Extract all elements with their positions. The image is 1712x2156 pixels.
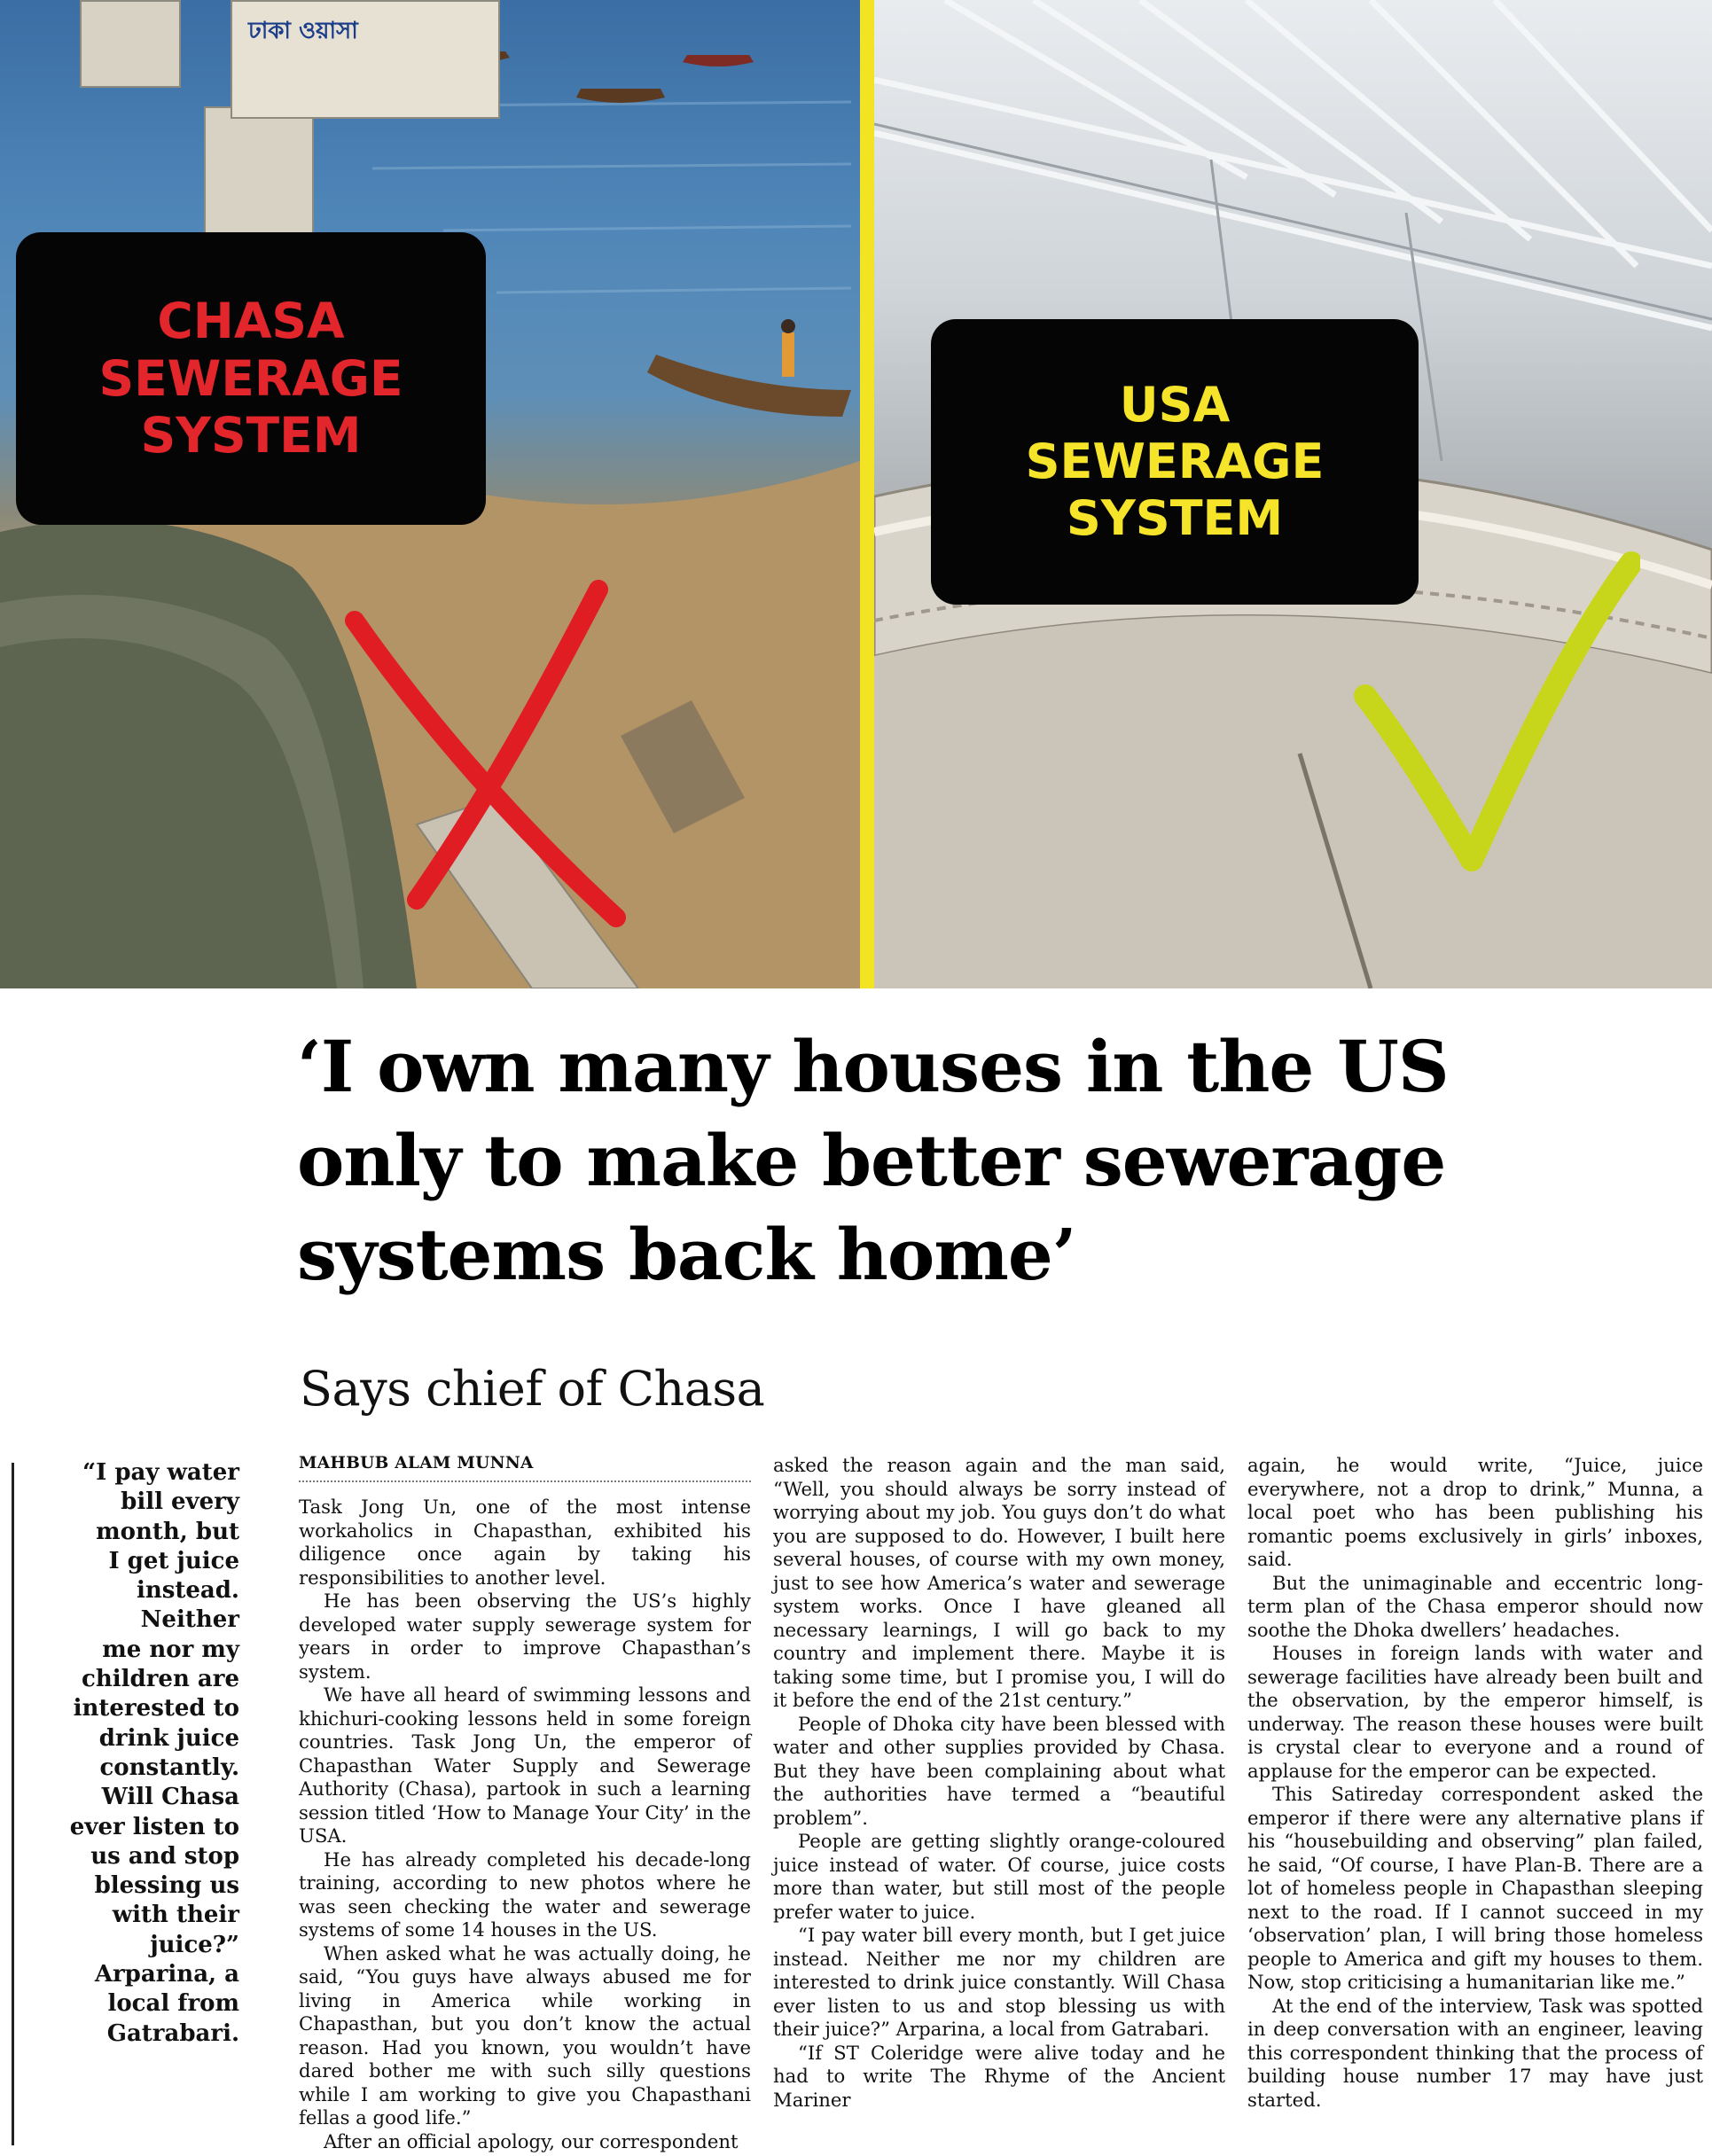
bridge-pier [204,106,314,234]
article-column-2 [773,1454,1225,2154]
pullquote-line: “I pay water [82,1459,239,1486]
pullquote-line: with their [112,1902,239,1929]
article-paragraph: But the unimaginable and eccentric long-term plan of the Chasa emperor should now soothe the Dhoka dwellers’ headaches. [1247,1571,1703,1641]
pullquote-line: Will Chasa [101,1784,239,1811]
byline: MAHBUB ALAM MUNNA [299,1454,534,1472]
article-paragraph: After an official apology, our correspondent [324,2129,739,2152]
article-paragraph: When asked what he was actually doing, he said, “You guys have always abused me for living in America while working in Chapasthan, but you don’t know the actual reason. Had you known, you wouldn’t have dared bother me with such silly questions while I am working to give you Chapasthani fellas a good life.” [299,1941,751,2129]
pullquote-line: Arparina, a [94,1961,239,1988]
pullquote-line: instead. [136,1577,239,1605]
badge-line: SYSTEM [140,407,362,465]
article-paragraph: He has been observing the US’s highly developed water supply sewerage system for years in order to improve Chapasthan’s system. [299,1590,751,1683]
article-paragraph: This Satireday correspondent asked the emperor if there were any alternative plans if his “housebuilding and observing” plan failed, he said, “Of course, I have Plan-B. There are a lot of homeless people in Chapasthan sleeping next to the road. If I cannot succeed in my ‘observation’ plan, I will bring those homeless people to America and gift my houses to them. Now, stop criticising a humanitarian like me.” [1247,1783,1703,1993]
pullquote-line: Gatrabari. [106,2019,239,2047]
pullquote-rule [12,1463,14,2145]
cross-icon [337,576,629,931]
article-column-3 [1247,1454,1703,2154]
pullquote-line: ever listen to [69,1813,239,1840]
pullquote-line: us and stop [90,1842,239,1870]
pullquote [35,1458,239,2049]
pullquote-line: Neither [140,1606,239,1634]
headline-line: ‘I own many houses in the US [297,1025,1449,1108]
badge-line: SEWERAGE [1025,434,1325,490]
article-paragraph: again, he would write, “Juice, juice everywhere, not a drop to drink,” Munna, a local poet who has been publishing his romantic poems exclusively in girls’ inboxes, said. [1247,1454,1703,1570]
article-paragraph: At the end of the interview, Task was spotted in deep conversation with an engineer, leaving this correspondent thinking that the process of building house number 17 may have just started. [1247,1994,1703,2111]
pullquote-line: constantly. [99,1754,239,1781]
badge-line: CHASA [157,292,345,349]
article-paragraph: Houses in foreign lands with water and sewerage facilities have already been built and the observation, by the emperor himself, is underway. The reason these houses were built is crystal clear to everyone and a round of applause for the emperor can be expected. [1247,1642,1703,1782]
pullquote-line: drink juice [98,1724,239,1752]
article-paragraph: We have all heard of swimming lessons and khichuri-cooking lessons held in some foreign countries. Task Jong Un, the emperor of Chapasthan Water Supply and Sewerage Authority (Chasa), partook in such a learning session titled ‘How to Manage Your City’ in the USA. [299,1683,751,1847]
pullquote-line: I get juice [108,1547,239,1574]
check-icon [1348,550,1640,878]
pullquote-line: children are [82,1666,239,1693]
headline-line: systems back home’ [297,1213,1076,1296]
subheadline: Says chief of Chasa [300,1361,765,1417]
photo-divider [860,0,874,988]
article-paragraph: He has already completed his decade-long training, according to new photos where he was seen checking the water and sewerage systems of some 14 houses in the US. [299,1847,751,1941]
pullquote-line: blessing us [94,1872,239,1900]
article-paragraph: “I pay water bill every month, but I get juice instead. Neither me nor my children are interested to drink juice constantly. Will Chasa ever listen to us and stop blessing us with their juice?” Arparina, a local from Gatrabari. [773,1924,1225,2040]
badge-line: USA [1119,377,1231,434]
pullquote-line: juice?” [150,1931,239,1958]
badge-line: SYSTEM [1066,489,1284,546]
article-paragraph: “If ST Coleridge were alive today and he had to write The Rhyme of the Ancient Mariner [773,2041,1225,2111]
pier-sign: ঢাকা ওয়াসা [248,18,358,44]
bridge-pier [80,0,181,88]
pullquote-line: local from [107,1990,239,2018]
article-paragraph: People are getting slightly orange-coloured juice instead of water. Of course, juice costs more than water, but still most of the people prefer water to juice. [773,1830,1225,1923]
pullquote-line: interested to [73,1695,239,1722]
article-paragraph: People of Dhoka city have been blessed with water and other supplies provided by Chasa. But they have been complaining about what the authorities have termed a “beautiful problem”. [773,1712,1225,1829]
headline [297,1019,1689,1301]
pullquote-line: me nor my [102,1636,239,1663]
headline-line: only to make better sewerage [297,1119,1446,1202]
usa-sewerage-badge [931,319,1419,605]
pullquote-line: month, but [96,1518,239,1545]
article-column-1 [299,1496,751,2152]
badge-line: SEWERAGE [98,349,403,407]
byline-divider [299,1480,751,1482]
article-paragraph: asked the reason again and the man said, “Well, you should always be sorry instead of worrying about my job. You guys don’t do what you are supposed to do. However, I built here several houses, of course with my own money, just to see how America’s water and sewerage system works. Once I have gleaned all necessary learnings, I will go back to my country and implement there. Maybe it is taking some time, but I promise you, I will do it before the end of the 21st century.” [773,1454,1225,1711]
chasa-sewerage-badge [16,232,486,525]
pullquote-line: bill every [121,1488,239,1516]
bridge-deck [231,0,500,119]
article-paragraph: Task Jong Un, one of the most intense workaholics in Chapasthan, exhibited his diligence once again by taking his responsibilities to another level. [299,1496,751,1589]
